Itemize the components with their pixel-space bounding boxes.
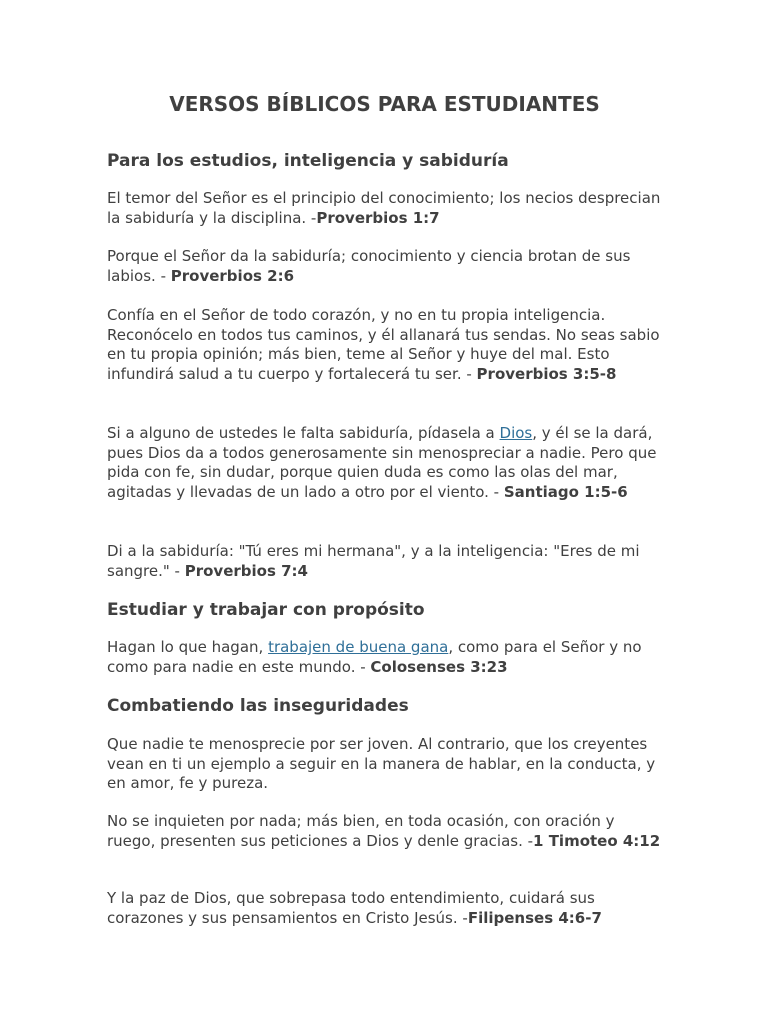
verse-text: Hagan lo que hagan,: [107, 638, 269, 656]
section-heading-trabajar: Estudiar y trabajar con propósito: [107, 600, 425, 620]
verse-reference: Proverbios 3:5-8: [476, 364, 617, 383]
verse-text: Di a la sabiduría: "Tú eres mi hermana", y a la inteligencia: "Eres de mi sangre." -: [107, 542, 640, 580]
verse-proverbios-2-6: [107, 247, 662, 286]
verse-text: El temor del Señor es el principio del conocimiento; los necios desprecian la sabiduría y la disciplina. -: [107, 189, 661, 227]
verse-proverbios-1-7: [107, 189, 662, 228]
verse-filipenses-4-6-7: [107, 889, 662, 928]
verse-proverbios-7-4: [107, 542, 662, 581]
verse-text: Si a alguno de ustedes le falta sabiduría, pídasela a: [107, 424, 500, 442]
link-trabajen-de-buena-gana[interactable]: trabajen de buena gana: [268, 638, 449, 656]
verse-colosenses-3-23: [107, 638, 662, 677]
section-heading-estudios: Para los estudios, inteligencia y sabiduría: [107, 151, 509, 171]
verse-menosprecie-joven: [107, 735, 662, 794]
verse-text: Porque el Señor da la sabiduría; conocimiento y ciencia brotan de sus labios. -: [107, 247, 631, 285]
verse-reference: Santiago 1:5-6: [503, 482, 628, 501]
verse-santiago-1-5-6: [107, 424, 662, 502]
verse-text: , y él se la dará, pues Dios da a todos generosamente sin menospreciar a nadie. Pero que pida con fe, sin dudar, porque quien duda es como las olas del mar, agitadas y llevadas de un lado a otro por el viento. -: [107, 424, 657, 501]
verse-text: Que nadie te menosprecie por ser joven. Al contrario, que los creyentes vean en ti un ejemplo a seguir en la manera de hablar, en la conducta, y en amor, fe y pureza.: [107, 735, 656, 792]
verse-reference: Filipenses 4:6-7: [467, 908, 602, 927]
verse-reference: Proverbios 2:6: [170, 266, 295, 285]
section-heading-inseguridades: Combatiendo las inseguridades: [107, 696, 409, 716]
verse-text: No se inquieten por nada; más bien, en toda ocasión, con oración y ruego, presenten sus peticiones a Dios y denle gracias. -: [107, 812, 615, 850]
verse-1-timoteo-4-12: [107, 812, 662, 851]
verse-reference: Proverbios 7:4: [184, 561, 308, 580]
verse-reference: Proverbios 1:7: [316, 208, 440, 227]
link-dios[interactable]: Dios: [499, 424, 533, 442]
verse-text: Confía en el Señor de todo corazón, y no en tu propia inteligencia. Reconócelo en todos tus caminos, y él allanará tus sendas. No seas sabio en tu propia opinión; más bien, teme al Señor y huye del mal. Esto infundirá salud a tu cuerpo y fortalecerá tu ser. -: [107, 306, 660, 383]
verse-reference: Colosenses 3:23: [370, 657, 508, 676]
verse-proverbios-3-5-8: [107, 306, 662, 384]
verse-reference: 1 Timoteo 4:12: [533, 831, 661, 850]
verse-text: Y la paz de Dios, que sobrepasa todo entendimiento, cuidará sus corazones y sus pensamientos en Cristo Jesús. -: [107, 889, 595, 927]
verse-text: , como para el Señor y no como para nadie en este mundo. -: [107, 638, 642, 676]
document-title: VERSOS BÍBLICOS PARA ESTUDIANTES: [169, 92, 600, 116]
